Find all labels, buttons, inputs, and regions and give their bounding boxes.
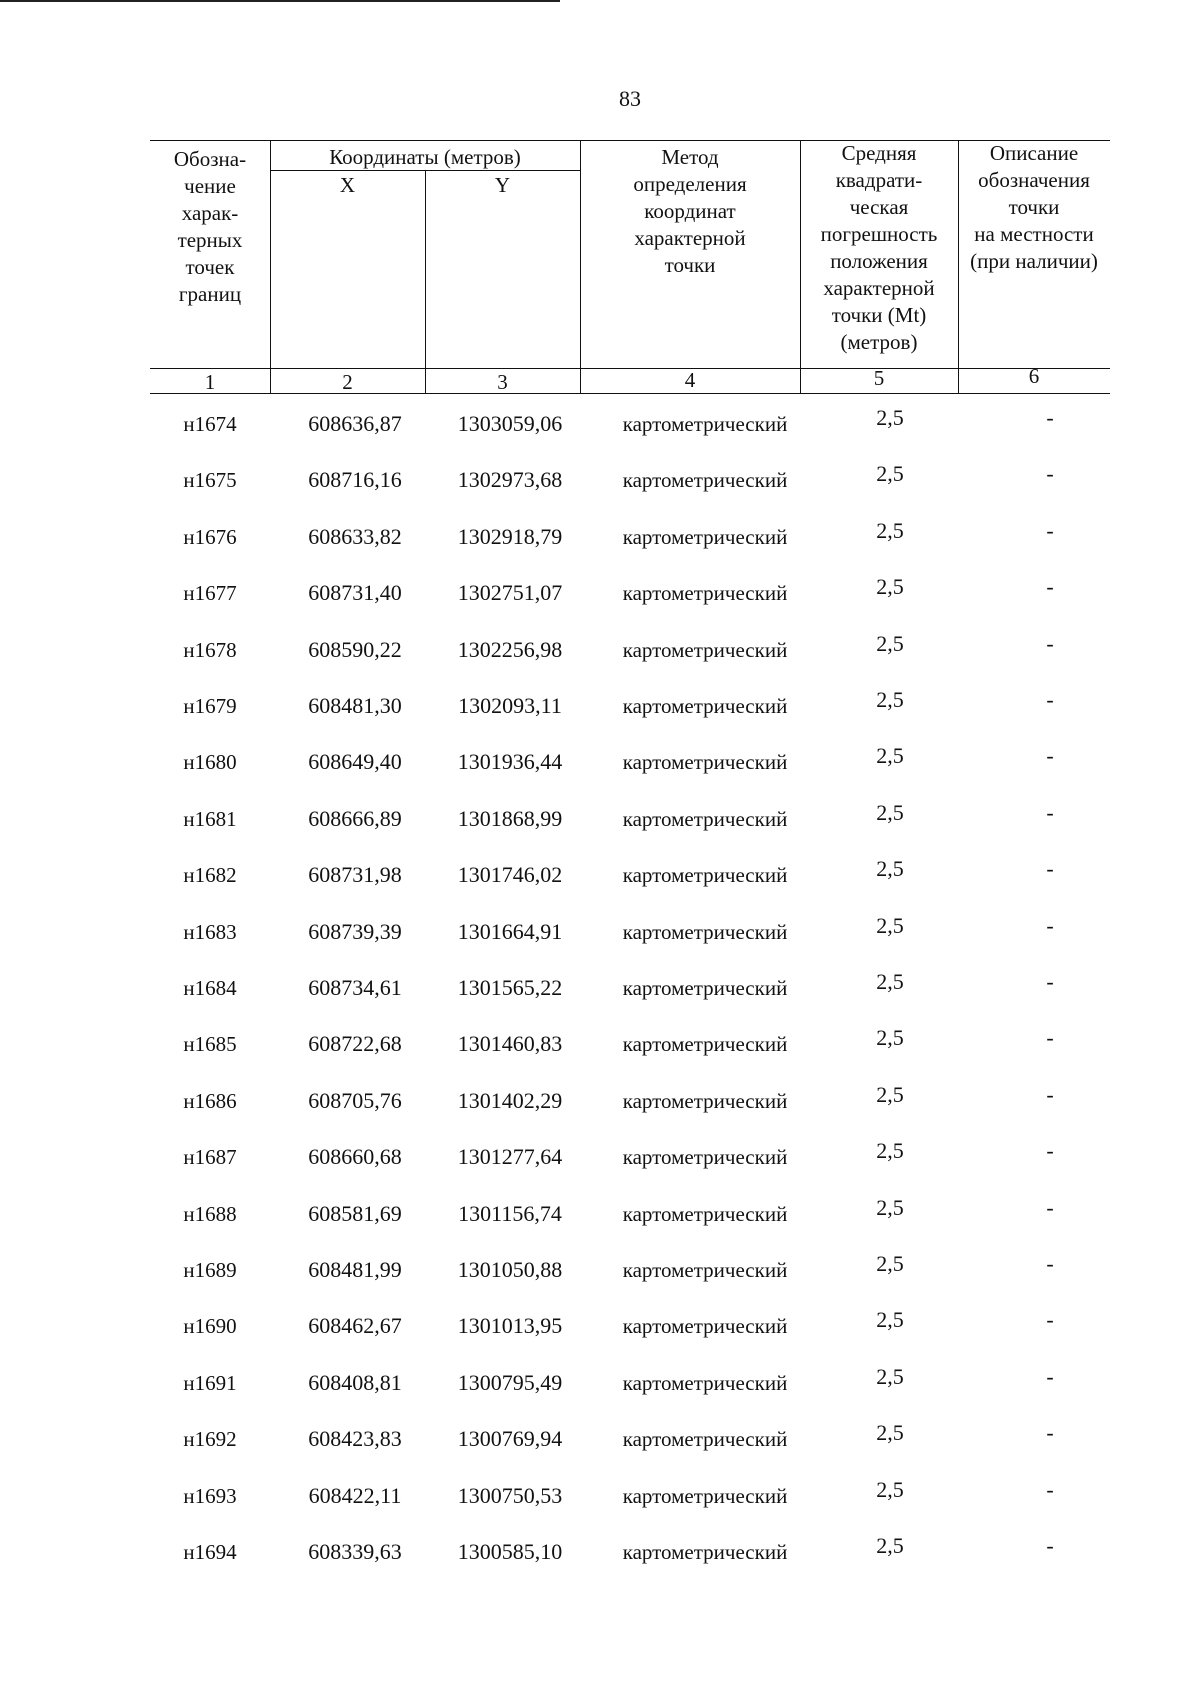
header-col6-line: точки bbox=[1008, 195, 1060, 219]
cell-point-id: н1689 bbox=[183, 1258, 237, 1282]
cell-x-coordinate: 608731,40 bbox=[308, 580, 402, 606]
cell-mean-square-error: 2,5 bbox=[876, 969, 904, 994]
cell-y-coordinate: 1300750,53 bbox=[457, 1482, 563, 1508]
cell-method: картометрический bbox=[622, 1483, 788, 1508]
cell-description: - bbox=[1046, 1251, 1054, 1276]
header-col5-line: Средняя bbox=[841, 141, 917, 165]
header-col6-line: обозначения bbox=[978, 168, 1090, 192]
cell-method: картометрический bbox=[622, 524, 788, 549]
header-col6-line: на местности bbox=[974, 222, 1094, 246]
cell-method: картометрический bbox=[622, 1314, 788, 1339]
cell-method: картометрический bbox=[622, 1370, 788, 1395]
cell-y-coordinate: 1301664,91 bbox=[457, 918, 563, 944]
header-col1-line: чение bbox=[184, 174, 236, 198]
cell-point-id: н1692 bbox=[183, 1427, 237, 1452]
header-x: X bbox=[339, 173, 356, 197]
cell-y-coordinate: 1301460,83 bbox=[457, 1031, 563, 1057]
table-row bbox=[150, 461, 1110, 521]
cell-mean-square-error: 2,5 bbox=[876, 1533, 904, 1558]
cell-mean-square-error: 2,5 bbox=[876, 1194, 904, 1220]
cell-x-coordinate: 608722,68 bbox=[308, 1031, 402, 1057]
header-col5-line: положения bbox=[830, 249, 928, 273]
table-row bbox=[150, 630, 1110, 691]
cell-description: - bbox=[1046, 1138, 1054, 1164]
cell-y-coordinate: 1300769,94 bbox=[457, 1426, 563, 1452]
header-point-designation bbox=[150, 146, 270, 308]
cell-point-id: н1688 bbox=[183, 1201, 237, 1226]
table-row bbox=[150, 856, 1110, 916]
cell-point-id: н1679 bbox=[183, 694, 237, 718]
cell-y-coordinate: 1300585,10 bbox=[457, 1539, 563, 1564]
table-row bbox=[150, 1081, 1110, 1142]
header-col1-line: Обозна- bbox=[173, 147, 247, 171]
cell-description: - bbox=[1046, 1307, 1054, 1333]
cell-point-id: н1682 bbox=[183, 863, 237, 888]
column-number: 6 bbox=[1028, 364, 1040, 388]
cell-y-coordinate: 1301936,44 bbox=[457, 749, 563, 775]
header-coordinates: Координаты (метров) bbox=[329, 145, 521, 169]
header-col4-line: точки bbox=[664, 253, 716, 277]
table-row bbox=[150, 1420, 1110, 1480]
cell-y-coordinate: 1301746,02 bbox=[457, 862, 563, 888]
table-row bbox=[150, 1251, 1110, 1311]
header-col5-line: точки (Mt) bbox=[831, 303, 927, 327]
column-number: 2 bbox=[342, 370, 353, 394]
cell-x-coordinate: 608339,63 bbox=[308, 1539, 402, 1564]
cell-method: картометрический bbox=[622, 806, 788, 831]
cell-y-coordinate: 1301402,29 bbox=[457, 1087, 563, 1113]
table-row bbox=[150, 1533, 1110, 1593]
cell-description: - bbox=[1046, 799, 1054, 825]
table-row bbox=[150, 1363, 1110, 1424]
cell-point-id: н1690 bbox=[183, 1314, 237, 1339]
header-col4-line: координат bbox=[644, 199, 736, 223]
header-point-description bbox=[958, 140, 1110, 275]
cell-x-coordinate: 608423,83 bbox=[308, 1426, 402, 1452]
scan-top-edge-line bbox=[0, 0, 560, 2]
cell-y-coordinate: 1302973,68 bbox=[457, 467, 563, 493]
cell-mean-square-error: 2,5 bbox=[876, 856, 904, 882]
cell-method: картометрический bbox=[622, 637, 788, 662]
cell-description: - bbox=[1046, 1025, 1054, 1051]
cell-point-id: н1683 bbox=[183, 919, 237, 944]
cell-y-coordinate: 1300795,49 bbox=[457, 1369, 563, 1395]
header-method bbox=[580, 144, 800, 279]
cell-x-coordinate: 608481,99 bbox=[308, 1257, 402, 1282]
cell-point-id: н1674 bbox=[183, 412, 237, 436]
cell-x-coordinate: 608590,22 bbox=[308, 636, 402, 662]
header-col6-line: Описание bbox=[989, 141, 1079, 165]
cell-mean-square-error: 2,5 bbox=[876, 1025, 904, 1051]
cell-mean-square-error: 2,5 bbox=[876, 743, 904, 769]
cell-mean-square-error: 2,5 bbox=[876, 630, 904, 656]
cell-description: - bbox=[1046, 1081, 1054, 1107]
cell-y-coordinate: 1301565,22 bbox=[457, 975, 563, 1000]
table-row bbox=[150, 743, 1110, 803]
header-col4-line: Метод bbox=[661, 145, 719, 169]
table-row bbox=[150, 687, 1110, 747]
cell-x-coordinate: 608481,30 bbox=[308, 693, 402, 718]
header-col5-line: квадрати- bbox=[835, 168, 923, 192]
cell-x-coordinate: 608633,82 bbox=[308, 523, 402, 549]
header-col1-line: харак- bbox=[181, 201, 239, 225]
cell-description: - bbox=[1046, 1476, 1054, 1502]
cell-y-coordinate: 1301156,74 bbox=[458, 1200, 562, 1226]
cell-description: - bbox=[1046, 687, 1054, 712]
cell-description: - bbox=[1046, 856, 1054, 882]
column-number: 5 bbox=[873, 366, 885, 390]
cell-point-id: н1675 bbox=[183, 468, 237, 493]
cell-mean-square-error: 2,5 bbox=[876, 799, 904, 825]
header-col1-line: точек bbox=[185, 255, 235, 279]
cell-y-coordinate: 1302093,11 bbox=[458, 693, 562, 718]
cell-method: картометрический bbox=[622, 863, 788, 888]
cell-description: - bbox=[1046, 574, 1054, 600]
cell-x-coordinate: 608739,39 bbox=[308, 918, 402, 944]
cell-method: картометрический bbox=[622, 1427, 788, 1452]
cell-mean-square-error: 2,5 bbox=[876, 461, 904, 487]
cell-description: - bbox=[1046, 1420, 1054, 1446]
cell-method: картометрический bbox=[622, 976, 788, 1000]
table-row bbox=[150, 799, 1110, 860]
column-number: 4 bbox=[684, 368, 696, 392]
cell-point-id: н1678 bbox=[183, 637, 237, 662]
cell-x-coordinate: 608462,67 bbox=[308, 1313, 402, 1339]
cell-method: картометрический bbox=[622, 412, 788, 436]
cell-mean-square-error: 2,5 bbox=[876, 1081, 904, 1107]
cell-x-coordinate: 608705,76 bbox=[308, 1087, 402, 1113]
cell-mean-square-error: 2,5 bbox=[876, 517, 904, 543]
cell-description: - bbox=[1046, 1363, 1054, 1389]
cell-mean-square-error: 2,5 bbox=[876, 574, 904, 600]
cell-point-id: н1681 bbox=[183, 806, 237, 831]
cell-y-coordinate: 1301013,95 bbox=[457, 1313, 563, 1339]
cell-description: - bbox=[1046, 969, 1054, 994]
cell-description: - bbox=[1046, 743, 1054, 769]
cell-x-coordinate: 608581,69 bbox=[308, 1200, 402, 1226]
header-col1-line: границ bbox=[178, 282, 242, 306]
cell-point-id: н1677 bbox=[183, 581, 237, 606]
cell-description: - bbox=[1046, 1194, 1054, 1220]
cell-point-id: н1687 bbox=[183, 1145, 237, 1170]
cell-y-coordinate: 1302751,07 bbox=[457, 580, 563, 606]
cell-description: - bbox=[1046, 517, 1054, 543]
table-row bbox=[150, 405, 1110, 465]
cell-y-coordinate: 1301050,88 bbox=[457, 1257, 563, 1282]
cell-y-coordinate: 1303059,06 bbox=[457, 411, 563, 436]
table-row bbox=[150, 912, 1110, 973]
cell-y-coordinate: 1302918,79 bbox=[457, 523, 563, 549]
page-number: 83 bbox=[619, 86, 641, 111]
column-divider-2 bbox=[425, 170, 426, 393]
cell-method: картометрический bbox=[622, 581, 788, 606]
table-row bbox=[150, 969, 1110, 1029]
cell-description: - bbox=[1046, 461, 1054, 487]
cell-point-id: н1685 bbox=[183, 1032, 237, 1057]
header-col6-line: (при наличии) bbox=[970, 249, 1098, 273]
header-y: Y bbox=[494, 173, 511, 197]
cell-x-coordinate: 608660,68 bbox=[308, 1144, 402, 1170]
cell-mean-square-error: 2,5 bbox=[876, 1476, 904, 1502]
cell-point-id: н1680 bbox=[183, 750, 237, 775]
cell-method: картометрический bbox=[622, 919, 788, 944]
cell-x-coordinate: 608649,40 bbox=[308, 749, 402, 775]
cell-point-id: н1693 bbox=[183, 1483, 237, 1508]
cell-method: картометрический bbox=[622, 1258, 788, 1282]
header-col4-line: характерной bbox=[634, 226, 746, 250]
column-number: 3 bbox=[497, 370, 508, 394]
cell-x-coordinate: 608636,87 bbox=[308, 411, 402, 436]
table-row bbox=[150, 574, 1110, 634]
cell-y-coordinate: 1301868,99 bbox=[457, 805, 563, 831]
cell-mean-square-error: 2,5 bbox=[876, 1420, 904, 1446]
cell-method: картометрический bbox=[622, 1032, 788, 1057]
table-row bbox=[150, 1138, 1110, 1198]
header-mean-square-error bbox=[800, 140, 958, 356]
header-col5-line: ческая bbox=[849, 195, 909, 219]
cell-x-coordinate: 608422,11 bbox=[308, 1482, 402, 1508]
cell-mean-square-error: 2,5 bbox=[876, 1251, 904, 1276]
table-row bbox=[150, 1025, 1110, 1085]
table-row bbox=[150, 1476, 1110, 1537]
cell-description: - bbox=[1046, 630, 1054, 656]
cell-point-id: н1676 bbox=[183, 524, 237, 549]
cell-description: - bbox=[1046, 912, 1054, 938]
cell-mean-square-error: 2,5 bbox=[876, 1363, 904, 1389]
cell-description: - bbox=[1046, 1533, 1054, 1558]
header-col5-line: погрешность bbox=[820, 222, 938, 246]
cell-method: картометрический bbox=[622, 468, 788, 493]
column-number: 1 bbox=[204, 370, 216, 394]
cell-y-coordinate: 1302256,98 bbox=[457, 636, 563, 662]
cell-x-coordinate: 608734,61 bbox=[308, 975, 402, 1000]
table-row bbox=[150, 517, 1110, 578]
cell-method: картометрический bbox=[622, 1145, 788, 1170]
cell-point-id: н1694 bbox=[183, 1540, 237, 1564]
cell-method: картометрический bbox=[622, 1540, 788, 1564]
cell-description: - bbox=[1046, 405, 1054, 430]
cell-method: картометрический bbox=[622, 1201, 788, 1226]
cell-method: картометрический bbox=[622, 1088, 788, 1113]
cell-mean-square-error: 2,5 bbox=[876, 1307, 904, 1333]
cell-mean-square-error: 2,5 bbox=[876, 912, 904, 938]
cell-point-id: н1691 bbox=[183, 1370, 237, 1395]
header-col5-line: характерной bbox=[823, 276, 935, 300]
cell-point-id: н1684 bbox=[183, 976, 237, 1000]
cell-y-coordinate: 1301277,64 bbox=[457, 1144, 563, 1170]
cell-x-coordinate: 608666,89 bbox=[308, 805, 402, 831]
cell-method: картометрический bbox=[622, 694, 788, 718]
header-col5-line: (метров) bbox=[840, 330, 918, 354]
cell-x-coordinate: 608731,98 bbox=[308, 862, 402, 888]
cell-x-coordinate: 608408,81 bbox=[308, 1369, 402, 1395]
cell-mean-square-error: 2,5 bbox=[876, 405, 904, 430]
cell-x-coordinate: 608716,16 bbox=[308, 467, 402, 493]
header-col1-line: терных bbox=[177, 228, 243, 252]
table-row bbox=[150, 1307, 1110, 1367]
cell-point-id: н1686 bbox=[183, 1088, 237, 1113]
cell-mean-square-error: 2,5 bbox=[876, 1138, 904, 1164]
cell-mean-square-error: 2,5 bbox=[876, 687, 904, 712]
table-row bbox=[150, 1194, 1110, 1255]
cell-method: картометрический bbox=[622, 750, 788, 775]
header-col4-line: определения bbox=[633, 172, 747, 196]
